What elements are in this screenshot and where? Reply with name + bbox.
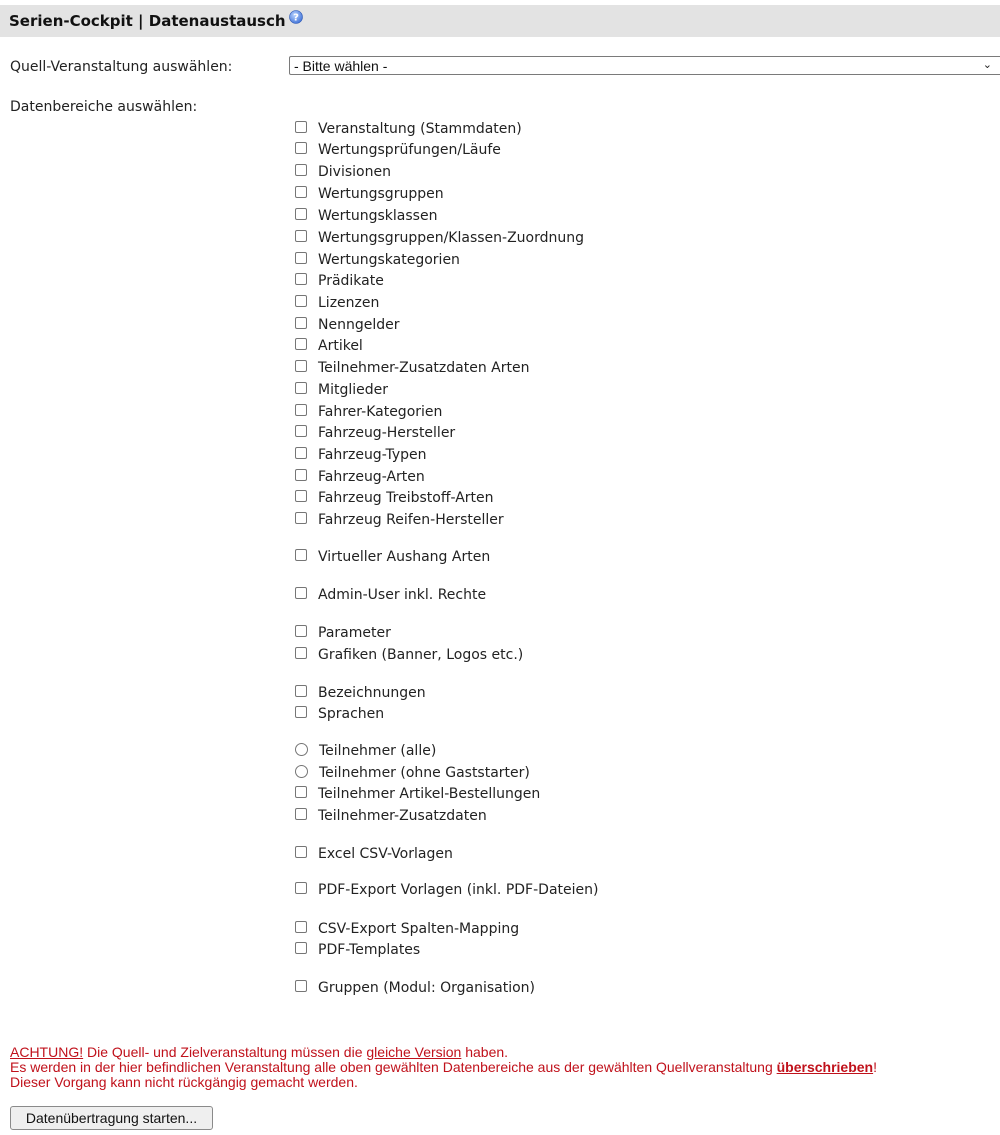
data-area-checkbox[interactable]: [295, 360, 307, 372]
data-area-checkbox[interactable]: [295, 786, 307, 798]
data-area-checkbox[interactable]: [295, 980, 307, 992]
data-area-label: Grafiken (Banner, Logos etc.): [318, 647, 524, 663]
data-area-checkbox[interactable]: [295, 273, 307, 285]
data-area-label: Teilnehmer Artikel-Bestellungen: [318, 786, 541, 802]
data-area-label: PDF-Export Vorlagen (inkl. PDF-Dateien): [318, 882, 599, 898]
data-area-option[interactable]: [295, 624, 391, 642]
data-area-label: Fahrzeug-Hersteller: [318, 425, 456, 441]
data-area-label: Prädikate: [318, 273, 384, 289]
data-area-checkbox[interactable]: [295, 706, 307, 718]
data-area-label: Divisionen: [318, 164, 391, 180]
data-area-label: Excel CSV-Vorlagen: [318, 846, 453, 862]
data-area-option[interactable]: [295, 229, 584, 247]
data-area-label: CSV-Export Spalten-Mapping: [318, 921, 520, 937]
data-area-checkbox[interactable]: [295, 252, 307, 264]
data-area-checkbox[interactable]: [295, 338, 307, 350]
page-header: [0, 5, 1000, 37]
data-area-label: Wertungsgruppen: [318, 186, 444, 202]
data-area-option[interactable]: [295, 141, 501, 159]
data-area-checkbox[interactable]: [295, 808, 307, 820]
start-transfer-button[interactable]: Datenübertragung starten...: [10, 1106, 213, 1130]
overwritten-link[interactable]: überschrieben: [776, 1059, 874, 1075]
data-area-option[interactable]: [295, 511, 504, 529]
data-area-option[interactable]: [295, 446, 427, 464]
data-area-option[interactable]: [295, 294, 379, 312]
chevron-down-icon: ⌄: [982, 59, 992, 71]
data-area-radio[interactable]: [295, 743, 308, 756]
data-area-option[interactable]: [295, 807, 487, 825]
data-area-checkbox[interactable]: [295, 447, 307, 459]
data-area-option[interactable]: [295, 979, 535, 997]
data-area-checkbox[interactable]: [295, 846, 307, 858]
data-area-checkbox[interactable]: [295, 490, 307, 502]
data-area-checkbox[interactable]: [295, 186, 307, 198]
data-area-checkbox[interactable]: [295, 942, 307, 954]
data-area-option[interactable]: [295, 468, 425, 486]
data-area-option[interactable]: [295, 881, 598, 899]
data-area-label: Wertungsklassen: [318, 208, 438, 224]
data-area-checkbox[interactable]: [295, 625, 307, 637]
warning-text: [10, 1045, 1000, 1090]
data-area-label: Parameter: [318, 625, 391, 641]
data-area-checkbox[interactable]: [295, 164, 307, 176]
data-area-label: Artikel: [318, 338, 363, 354]
data-area-label: Fahrzeug-Arten: [318, 469, 425, 485]
data-area-checkbox[interactable]: [295, 921, 307, 933]
data-area-option[interactable]: [295, 207, 437, 225]
data-area-checkbox[interactable]: [295, 685, 307, 697]
areas-label: Datenbereiche auswählen:: [10, 99, 198, 115]
data-area-option[interactable]: [295, 316, 399, 334]
warning-line-3: Dieser Vorgang kann nicht rückgängig gemacht werden.: [10, 1074, 358, 1090]
data-area-option[interactable]: [295, 185, 444, 203]
data-area-checkbox[interactable]: [295, 142, 307, 154]
data-area-option[interactable]: [295, 120, 522, 138]
data-area-option[interactable]: [295, 381, 388, 399]
data-area-option[interactable]: [295, 548, 490, 566]
data-area-checkbox[interactable]: [295, 121, 307, 133]
data-area-option[interactable]: [295, 742, 436, 760]
data-area-option[interactable]: [295, 337, 363, 355]
data-area-checkbox[interactable]: [295, 382, 307, 394]
data-area-option[interactable]: [295, 489, 494, 507]
data-area-label: Teilnehmer-Zusatzdaten Arten: [318, 360, 530, 376]
data-area-checkbox[interactable]: [295, 882, 307, 894]
data-area-label: PDF-Templates: [318, 942, 421, 958]
data-area-label: Fahrzeug Treibstoff-Arten: [318, 490, 494, 506]
data-area-label: Fahrzeug-Typen: [318, 447, 427, 463]
data-area-radio[interactable]: [295, 765, 308, 778]
data-area-label: Gruppen (Modul: Organisation): [318, 980, 536, 996]
data-area-checkbox[interactable]: [295, 587, 307, 599]
data-area-label: Teilnehmer (ohne Gaststarter): [319, 765, 530, 781]
warning-text-part: !: [873, 1059, 877, 1075]
data-area-option[interactable]: [295, 764, 530, 782]
data-area-label: Veranstaltung (Stammdaten): [318, 121, 522, 137]
data-area-checkbox[interactable]: [295, 469, 307, 481]
data-area-option[interactable]: [295, 359, 529, 377]
data-area-checkbox[interactable]: [295, 512, 307, 524]
data-area-option[interactable]: [295, 705, 384, 723]
data-area-checkbox[interactable]: [295, 317, 307, 329]
data-area-option[interactable]: [295, 424, 455, 442]
data-area-checkbox[interactable]: [295, 647, 307, 659]
data-area-label: Wertungsgruppen/Klassen-Zuordnung: [318, 230, 585, 246]
svg-text:?: ?: [292, 12, 299, 24]
data-area-option[interactable]: [295, 251, 460, 269]
data-area-checkbox[interactable]: [295, 230, 307, 242]
data-area-label: Fahrzeug Reifen-Hersteller: [318, 512, 504, 528]
data-area-checkbox[interactable]: [295, 425, 307, 437]
warning-text-part: Die Quell- und Zielveranstaltung müssen die: [83, 1044, 367, 1060]
data-area-checkbox[interactable]: [295, 208, 307, 220]
achtung-link[interactable]: ACHTUNG!: [10, 1044, 84, 1060]
data-area-label: Fahrer-Kategorien: [318, 404, 443, 420]
warning-text-part: haben.: [461, 1044, 509, 1060]
data-area-label: Teilnehmer-Zusatzdaten: [318, 808, 487, 824]
warning-line-1: [10, 1045, 1000, 1060]
data-area-option[interactable]: [295, 920, 519, 938]
source-event-selected: - Bitte wählen -: [294, 57, 388, 74]
data-area-option[interactable]: [295, 163, 391, 181]
data-area-label: Wertungsprüfungen/Läufe: [318, 142, 501, 158]
warning-line-2: [10, 1060, 1000, 1075]
data-area-option[interactable]: [295, 845, 453, 863]
data-area-label: Bezeichnungen: [318, 685, 426, 701]
source-event-select[interactable]: [289, 56, 1000, 75]
data-area-option[interactable]: [295, 646, 523, 664]
data-area-checkbox[interactable]: [295, 404, 307, 416]
source-label: Quell-Veranstaltung auswählen:: [10, 59, 233, 75]
data-area-label: Wertungskategorien: [318, 252, 460, 268]
page-title: Serien-Cockpit | Datenaustausch: [9, 12, 286, 30]
data-area-option[interactable]: [295, 684, 426, 702]
data-area-label: Nenngelder: [318, 317, 400, 333]
data-area-checkbox[interactable]: [295, 549, 307, 561]
help-icon[interactable]: [289, 10, 303, 24]
data-area-option[interactable]: [295, 403, 442, 421]
data-area-label: Admin-User inkl. Rechte: [318, 587, 487, 603]
data-area-label: Virtueller Aushang Arten: [318, 549, 491, 565]
data-area-label: Lizenzen: [318, 295, 380, 311]
data-area-label: Sprachen: [318, 706, 385, 722]
data-area-option[interactable]: [295, 272, 384, 290]
data-area-label: Mitglieder: [318, 382, 388, 398]
warning-text-part: Es werden in der hier befindlichen Veranstaltung alle oben gewählten Datenbereiche aus der gewählten Quellveranstaltung: [10, 1059, 777, 1075]
data-area-option[interactable]: [295, 941, 420, 959]
data-area-checkbox[interactable]: [295, 295, 307, 307]
data-area-option[interactable]: [295, 586, 486, 604]
same-version-link[interactable]: gleiche Version: [366, 1044, 462, 1060]
data-area-option[interactable]: [295, 785, 540, 803]
data-area-label: Teilnehmer (alle): [319, 743, 437, 759]
